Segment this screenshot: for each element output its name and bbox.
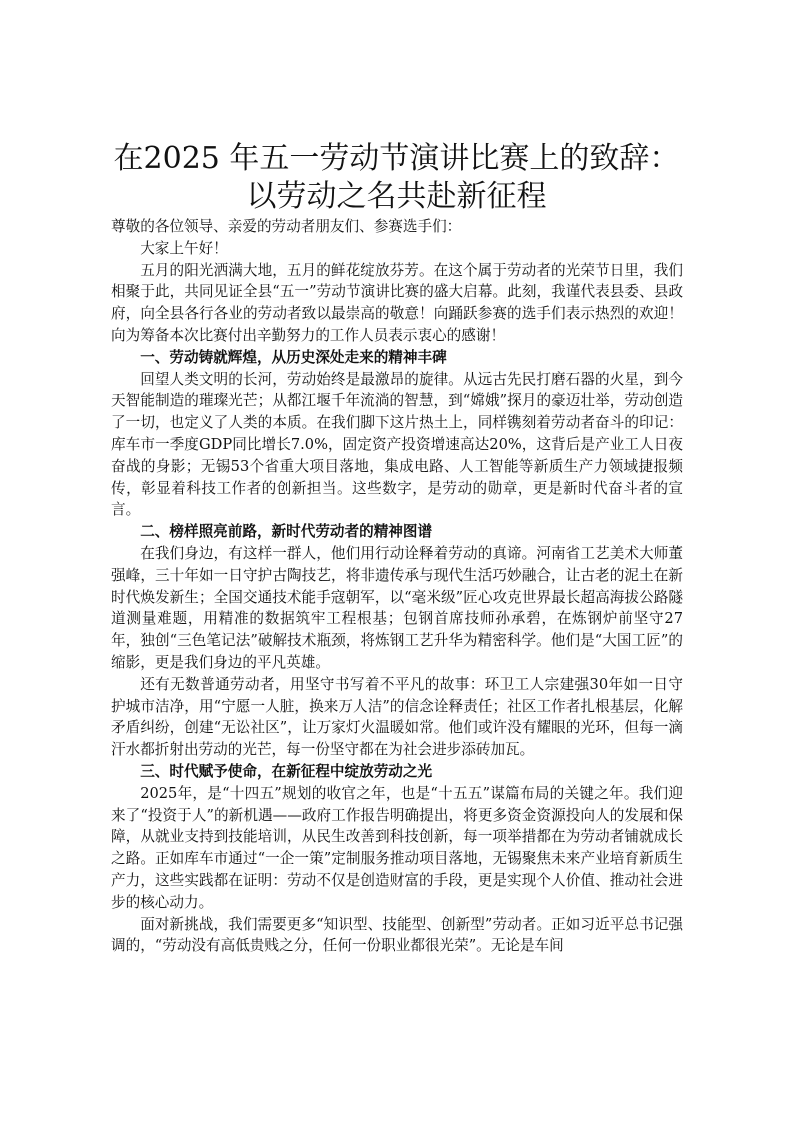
document-body — [111, 216, 683, 957]
intro-paragraph: 五月的阳光洒满大地，五月的鲜花绽放芬芳。在这个属于劳动者的光荣节日里，我们相聚于此，共同见证全县“五一”劳动节演讲比赛的盛大启幕。此刻，我谨代表县委、县政府，向全县各行各业的劳动者致以最崇高的敬意！向踊跃参赛的选手们表示热烈的欢迎！向为筹备本次比赛付出辛勤努力的工作人员表示衷心的感谢！ — [111, 261, 683, 344]
greeting: 大家上午好！ — [140, 239, 228, 257]
paragraph: 面对新挑战，我们需要更多“知识型、技能型、创新型”劳动者。正如习近平总书记强调的，“劳动没有高低贵贱之分，任何一份职业都很光荣”。无论是车间 — [111, 915, 683, 955]
document-title: 在2025 年五一劳动节演讲比赛上的致辞：以劳动之名共赴新征程 — [113, 141, 680, 214]
section-heading-3: 三、时代赋予使命，在新征程中绽放劳动之光 — [140, 762, 433, 780]
paragraph: 回望人类文明的长河，劳动始终是最激昂的旋律。从远古先民打磨石器的火星，到今天智能制造的璀璨光芒；从都江堰千年流淌的智慧，到“嫦娥”探月的豪迈壮举，劳动创造了一切，也定义了人类的本质。在我们脚下这片热土上，同样镌刻着劳动者奋斗的印记：库车市一季度GDP同比增长7.0%，固定资产投资增速高达20%，这背后是产业工人日夜奋战的身影；无锡53个省重大项目落地，集成电路、人工智能等新质生产力领域捷报频传，彰显着科技工作者的创新担当。这些数字，是劳动的勋章，更是新时代奋斗者的宣言。 — [111, 370, 683, 519]
salutation: 尊敬的各位领导、亲爱的劳动者朋友们、参赛选手们： — [111, 218, 462, 235]
paragraph: 2025年，是“十四五”规划的收官之年，也是“十五五”谋篇布局的关键之年。我们迎来了“投资于人”的新机遇——政府工作报告明确提出，将更多资金资源投向人的发展和保障，从就业支持到技能培训，从民生改善到科技创新，每一项举措都在为劳动者铺就成长之路。正如库车市通过“一企一策”定制服务推动项目落地，无锡聚焦未来产业培育新质生产力，这些实践都在证明：劳动不仅是创造财富的手段，更是实现个人价值、推动社会进步的核心动力。 — [111, 784, 683, 911]
paragraph: 在我们身边，有这样一群人，他们用行动诠释着劳动的真谛。河南省工艺美术大师董强峰，三十年如一日守护古陶技艺，将非遗传承与现代生活巧妙融合，让古老的泥土在新时代焕发新生；全国交通技术能手寇朝军，以“毫米级”匠心攻克世界最长超高海拔公路隧道测量难题，用精准的数据筑牢工程根基；包钢首席技师孙承碧，在炼钢炉前坚守27年，独创“三色笔记法”破解技术瓶颈，将炼钢工艺升华为精密科学。他们是“大国工匠”的缩影，更是我们身边的平凡英雄。 — [111, 544, 683, 671]
section-heading-2: 二、榜样照亮前路，新时代劳动者的精神图谱 — [140, 523, 433, 541]
paragraph: 还有无数普通劳动者，用坚守书写着不平凡的故事：环卫工人宗建强30年如一日守护城市洁净，用“宁愿一人脏，换来万人洁”的信念诠释责任；社区工作者扎根基层，化解矛盾纠纷，创建“无讼社区”，让万家灯火温暖如常。他们或许没有耀眼的光环，但每一滴汗水都折射出劳动的光芒，每一份坚守都在为社会进步添砖加瓦。 — [111, 675, 683, 759]
section-heading-1: 一、劳动铸就辉煌，从历史深处走来的精神丰碑 — [140, 348, 447, 366]
